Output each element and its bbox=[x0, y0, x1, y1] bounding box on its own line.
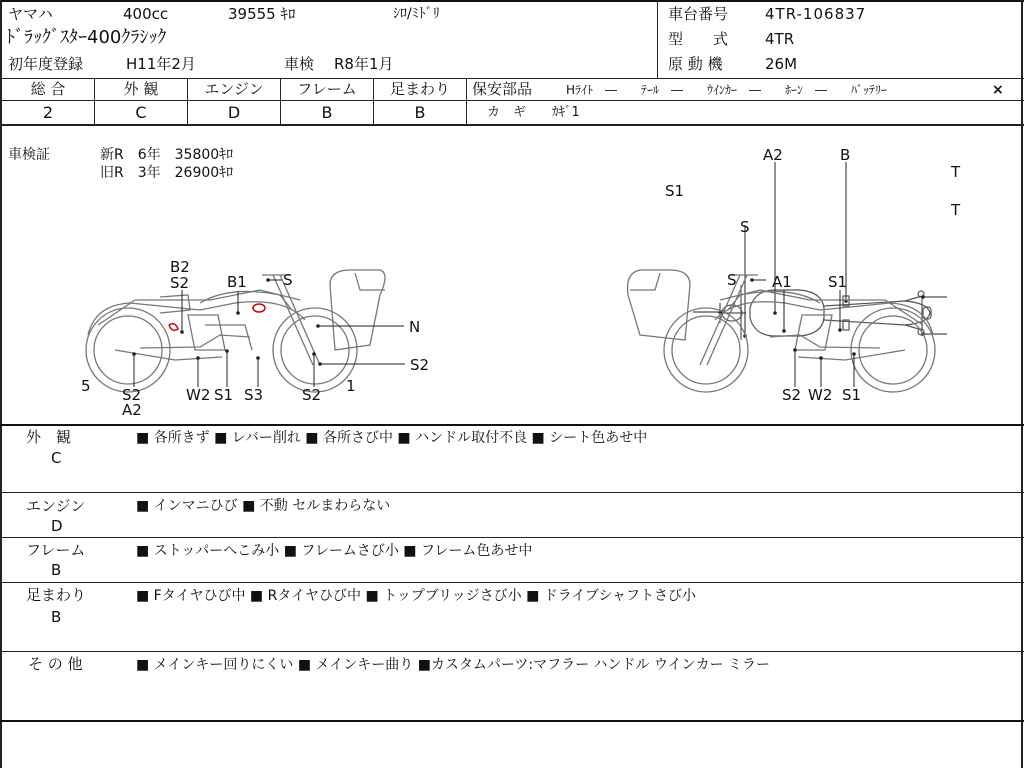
left-label-w2: W2 bbox=[186, 386, 211, 404]
safety-parts-status: Hﾗｲﾄ ― ﾃｰﾙ ― ｳｲﾝｶｰ ― ﾎｰﾝ ― ﾊﾞｯﾃﾘｰ bbox=[566, 83, 888, 97]
top-label-s1: S1 bbox=[665, 182, 685, 200]
left-label-s2-front: S2 bbox=[302, 386, 322, 404]
model-name: ﾄﾞﾗｯｸﾞｽﾀｰ400ｸﾗｼｯｸ bbox=[6, 27, 167, 48]
right-view-labels bbox=[727, 271, 861, 404]
grade-exterior-value: C bbox=[135, 103, 147, 122]
left-label-s2-top: S2 bbox=[170, 274, 190, 292]
engine-type-label: 原 動 機 bbox=[668, 55, 723, 73]
left-label-b1: B1 bbox=[227, 273, 247, 291]
left-label-s3: S3 bbox=[244, 386, 264, 404]
grade-exterior-label: 外 観 bbox=[123, 80, 159, 98]
grade-frame-value: B bbox=[321, 103, 333, 122]
damage-diagram bbox=[0, 125, 1024, 425]
certificate-label: 車検証 bbox=[8, 147, 50, 163]
remark-text: ■ Fタイヤひび中 ■ Rタイヤひび中 ■ トップブリッジさび小 ■ ドライブシャフトさび小 bbox=[136, 588, 697, 604]
top-label-t2: T bbox=[951, 201, 961, 219]
remark-title: フレーム bbox=[26, 541, 86, 559]
grade-overall-label: 総 合 bbox=[30, 80, 66, 98]
certificate-old: 旧R 3年 26900ｷﾛ bbox=[100, 165, 234, 181]
remark-text: ■ ストッパーへこみ小 ■ フレームさび小 ■ フレーム色あせ中 bbox=[136, 543, 533, 559]
remark-grade: C bbox=[51, 449, 62, 467]
frame-number-label: 車台番号 bbox=[668, 5, 729, 23]
safety-parts-label: 保安部品 bbox=[472, 80, 533, 98]
left-view-labels bbox=[81, 258, 429, 419]
type-value: 4TR bbox=[765, 30, 795, 48]
key-status: カ ギ ｶｷﾞ1 bbox=[487, 105, 580, 120]
right-label-s: S bbox=[727, 271, 737, 289]
left-label-5: 5 bbox=[81, 377, 91, 395]
displacement: 400cc bbox=[123, 5, 169, 23]
remark-grade: D bbox=[51, 517, 63, 535]
top-label-s: S bbox=[740, 218, 750, 236]
remark-title: 外 観 bbox=[26, 428, 72, 446]
left-label-n: N bbox=[409, 318, 421, 336]
remark-grade: B bbox=[51, 608, 62, 626]
frame-number-value: 4TR-106837 bbox=[765, 5, 867, 23]
engine-type-value: 26M bbox=[765, 55, 798, 73]
remark-title: エンジン bbox=[26, 497, 86, 515]
remark-grade: B bbox=[51, 561, 62, 579]
remark-text: ■ インマニひび ■ 不動 セルまわらない bbox=[136, 498, 391, 514]
first-registration-value: H11年2月 bbox=[126, 55, 196, 73]
grade-suspension-label: 足まわり bbox=[389, 80, 450, 98]
type-label: 型 式 bbox=[668, 30, 729, 48]
top-label-a2: A2 bbox=[763, 146, 783, 164]
grade-engine-label: エンジン bbox=[204, 80, 264, 98]
shaken-value: R8年1月 bbox=[334, 55, 394, 73]
right-label-s1-bottom: S1 bbox=[842, 386, 862, 404]
left-label-1: 1 bbox=[346, 377, 356, 395]
grade-engine-value: D bbox=[227, 103, 241, 122]
remark-text: ■ 各所きず ■ レバー削れ ■ 各所さび中 ■ ハンドル取付不良 ■ シート色あせ中 bbox=[136, 430, 648, 446]
top-label-b: B bbox=[840, 146, 851, 164]
remark-text: ■ メインキー回りにくい ■ メインキー曲り ■カスタムパーツ:マフラー ハンドル ウインカー ミラー bbox=[136, 657, 771, 673]
right-label-w2: W2 bbox=[808, 386, 833, 404]
grade-overall-value: 2 bbox=[42, 103, 54, 122]
left-label-s: S bbox=[283, 271, 293, 289]
mileage: 39555 ｷﾛ bbox=[228, 5, 296, 23]
remark-title: そ の 他 bbox=[28, 655, 83, 673]
battery-missing-mark: × bbox=[992, 82, 1004, 98]
top-label-t1: T bbox=[951, 163, 961, 181]
left-label-s2-bottom: S2 bbox=[122, 386, 142, 404]
certificate-new: 新R 6年 35800ｷﾛ bbox=[100, 147, 234, 163]
first-registration-label: 初年度登録 bbox=[8, 55, 84, 73]
top-view-labels bbox=[665, 146, 961, 236]
left-label-s2-right: S2 bbox=[410, 356, 430, 374]
left-label-b2: B2 bbox=[170, 258, 190, 276]
left-label-s1: S1 bbox=[214, 386, 234, 404]
left-label-a2: A2 bbox=[122, 401, 142, 419]
color: ｼﾛ/ﾐﾄﾞﾘ bbox=[393, 6, 440, 22]
maker: ヤマハ bbox=[8, 5, 53, 23]
right-label-a1: A1 bbox=[772, 273, 792, 291]
shaken-label: 車検 bbox=[284, 55, 315, 73]
remark-title: 足まわり bbox=[26, 586, 87, 604]
right-label-s2: S2 bbox=[782, 386, 802, 404]
grade-frame-label: フレーム bbox=[297, 80, 357, 98]
right-label-s1-top: S1 bbox=[828, 273, 848, 291]
grade-suspension-value: B bbox=[414, 103, 426, 122]
